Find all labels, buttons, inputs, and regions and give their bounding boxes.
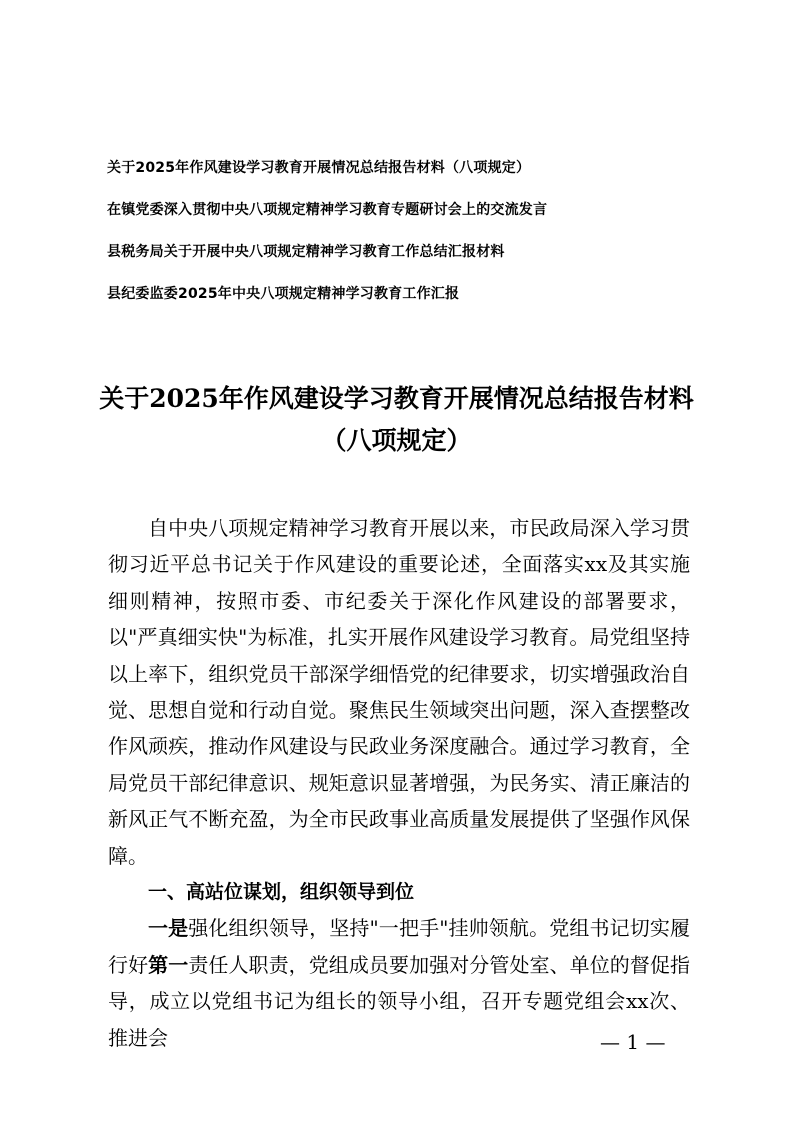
intro-paragraph: 自中央八项规定精神学习教育开展以来，市民政局深入学习贯彻习近平总书记关于作风建设的重要论述，全面落实xx及其实施细则精神，按照市委、市纪委关于深化作风建设的部署要求，以"严真细实快"为标准，扎实开展作风建设学习教育。局党组坚持以上率下，组织党员干部深学细悟党的纪律要求，切实增强政治自觉、思想自觉和行动自觉。聚焦民生领域突出问题，深入查摆整改作风顽疾，推动作风建设与民政业务深度融合。通过学习教育，全局党员干部纪律意识、规矩意识显著增强，为民务实、清正廉洁的新风正气不断充盈，为全市民政事业高质量发展提供了坚强作风保障。 — [108, 516, 690, 868]
toc-item[interactable]: 县税务局关于开展中央八项规定精神学习教育工作总结汇报材料 — [107, 244, 505, 260]
lead-phrase: 一是 — [148, 916, 189, 941]
section-heading: 一、高站位谋划，组织领导到位 — [148, 881, 415, 904]
title-line-2: （八项规定） — [321, 426, 472, 455]
emphasis-text: 第一 — [148, 952, 189, 977]
toc-item[interactable]: 县纪委监委2025年中央八项规定精神学习教育工作汇报 — [107, 286, 460, 302]
table-of-contents — [107, 158, 707, 326]
document-title — [90, 378, 703, 462]
title-line-1: 关于2025年作风建设学习教育开展情况总结报告材料 — [99, 384, 694, 413]
paragraph-text: 强化组织领导，坚持"一把手"挂帅领航。党组书记切实履行好 — [108, 916, 691, 977]
document-body — [108, 510, 690, 1056]
paragraph-text: 责任人职责，党组成员要加强对分管处室、单位的督促指导，成立以党组书记为组长的领导小组，召开专题党组会xx次、推进会 — [108, 952, 691, 1050]
toc-item[interactable]: 在镇党委深入贯彻中央八项规定精神学习教育专题研讨会上的交流发言 — [107, 202, 548, 218]
page-number: — 1 — — [600, 1030, 666, 1054]
toc-item[interactable]: 关于2025年作风建设学习教育开展情况总结报告材料（八项规定） — [107, 160, 531, 176]
